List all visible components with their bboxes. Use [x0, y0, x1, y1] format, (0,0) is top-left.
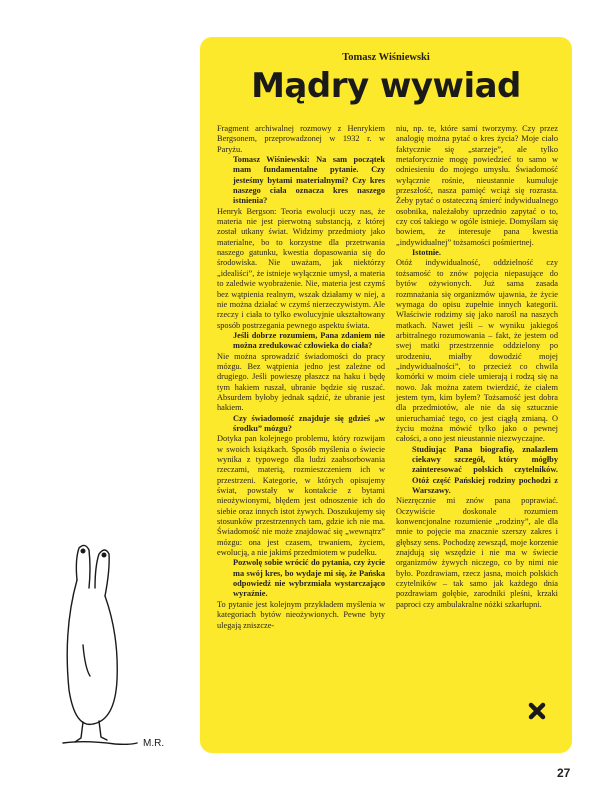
article-title: Mądry wywiad — [251, 66, 521, 106]
question: Studiując Pana biografię, znalazłem ciekawy szczegół, który mógłby zainteresować polskich czytelników. Otóż część Pańskiej rodziny pochodzi z Warszawy. — [412, 444, 558, 496]
author-name: Tomasz Wiśniewski — [342, 52, 430, 63]
answer-paragraph: niu, np. te, które sami tworzymy. Czy przez analogię można pytać o kres życia? Moje ciało faktycznie się „starzeje”, ale tylko metaforycznie mogę powiedzieć to samo w odniesieniu do mojego umysłu. Świadomość wyłącznie rośnie, nieustannie kumuluje przeszłość, nasza pamięć wciąż się rozrasta. Żeby pytać o ostateczną śmierć indywidualnego osobnika, należałoby uprzednio zapytać o to, czy coś takiego w ogóle istnieje. Domyślam się bowiem, że interesuje pana kwestia „indywidualnej” tożsamości pośmiertnej. — [396, 124, 558, 247]
question: Jeśli dobrze rozumiem, Pana zdaniem nie można zredukować człowieka do ciała? — [233, 330, 385, 351]
intro-paragraph: Fragment archiwalnej rozmowy z Henrykiem Bergsonem, przeprowadzonej w 1932 r. w Paryżu. — [217, 124, 385, 154]
answer-paragraph: Otóż indywidualność, oddzielność czy tożsamość to znów pojęcia niepasujące do bytów ożywionych. Już sama zasada rozmnażania się organizmów ujawnia, że życie wymaga do opisu zupełnie innych kategorii. Właściwie rodzimy się jako narośl na naszych matkach. Nawet jeśli – w wyniku jakiegoś arbitralnego rozumowania – fakt, że jestem od swej matki przestrzennie oddzielony po urodzeniu, miałby dowodzić mojej „indywidualności”, to przecież co chwila komórki w moim ciele umierają i rodzą się na nowo. Jak można zatem twierdzić, że ciałem jestem tym, kim byłem? Tożsamość jest dobra dla przedmiotów, ale nie da się sztucznie unieruchamiać tego, co jest ciągłą zmianą. O życiu można mówić tylko jako o pewnej całości, a ono jest nieustannie niezwyczajne. — [396, 258, 558, 444]
question: Czy świadomość znajduje się gdzieś „w środku” mózgu? — [233, 413, 385, 433]
drawing-signature: M.R. — [143, 738, 165, 749]
article-column-2 — [396, 124, 558, 610]
answer-paragraph: To pytanie jest kolejnym przykładem myślenia w kategoriach bytów nieożywionych. Pewne byty ulegają zniszcze- — [217, 599, 385, 630]
answer-paragraph: Henryk Bergson: Teoria ewolucji uczy nas, że materia nie jest pierwotną substancją, z której został utkany świat. Widzimy przedmioty jako materialne, bo to korzystne dla przetrwania naszego gatunku, kwestia dopasowania się do środowiska. Nie uważam, jak niektórzy „idealiści”, że istnieje wyłącznie umysł, a materia to zaledwie wyobrażenie. Nie, materia jest czymś bez wątpienia realnym, wszak działamy w niej, a nie można działać w czymś nierzeczywistym. Ale rzeczy i ciała to tylko ewolucyjnie ukształtowany sposób postrzegania pewnego aspektu świata. — [217, 206, 385, 330]
answer-paragraph: Dotyka pan kolejnego problemu, który rozwijam w swoich książkach. Sposób myślenia o świecie wynika z typowego dla ludzi zaabsorbowania rzeczami, materią, rozmieszczeniem ich w przestrzeni. Kategorie, w których opisujemy świat, powstały w kontakcie z bytami nieożywionymi, błędem jest odnoszenie ich do siebie oraz innych istot żywych. Doszukujemy się stosunków przestrzennych tam, gdzie ich nie ma. Świadomość nie może znajdować się „wewnątrz” mózgu: ona jest czasem, trwaniem, życiem, ewolucją, a nie jakimś przedmiotem w pudełku. — [217, 434, 385, 558]
x-mark-icon — [528, 702, 546, 720]
article-column-1 — [217, 124, 385, 631]
question: Pozwolę sobie wrócić do pytania, czy życie ma swój kres, bo wydaje mi się, że Pańska odpowiedź nie wybrzmiała wystarczająco wyraźnie. — [233, 558, 385, 599]
page-number: 27 — [557, 766, 571, 780]
question: Tomasz Wiśniewski: Na sam początek mam fundamentalne pytanie. Czy jesteśmy bytami materialnymi? Czy kres naszego ciała oznacza kres naszego istnienia? — [233, 155, 385, 206]
answer-paragraph: Niezręcznie mi znów pana poprawiać. Oczywiście doskonale rozumiem konwencjonalne rozumienie „rodziny”, ale dla mnie to pojęcie ma znacznie szerszy zakres i głębszy sens. Pochodzę zewsząd, moje korzenie znajdują się wszędzie i nie ma w świecie organizmów żywych niczego, co by nimi nie było. Pozdrawiam, rzecz jasna, moich polskich czytelników – tak samo jak każdego dnia pozdrawiam gołębie, zarodniki pleśni, krzaki paproci czy ambulakralne nóżki szkarłupni. — [396, 496, 558, 609]
question: Istotnie. — [412, 248, 441, 258]
creature-drawing — [55, 540, 185, 750]
answer-paragraph: Nie można sprowadzić świadomości do pracy mózgu. Bez wątpienia jedno jest zależne od drugiego. Jeśli powieszę płaszcz na haku i będę tym hakiem ruszał, ubranie będzie się ruszać. Absurdem byłoby jednak sądzić, że ubranie jest hakiem. — [217, 351, 385, 413]
